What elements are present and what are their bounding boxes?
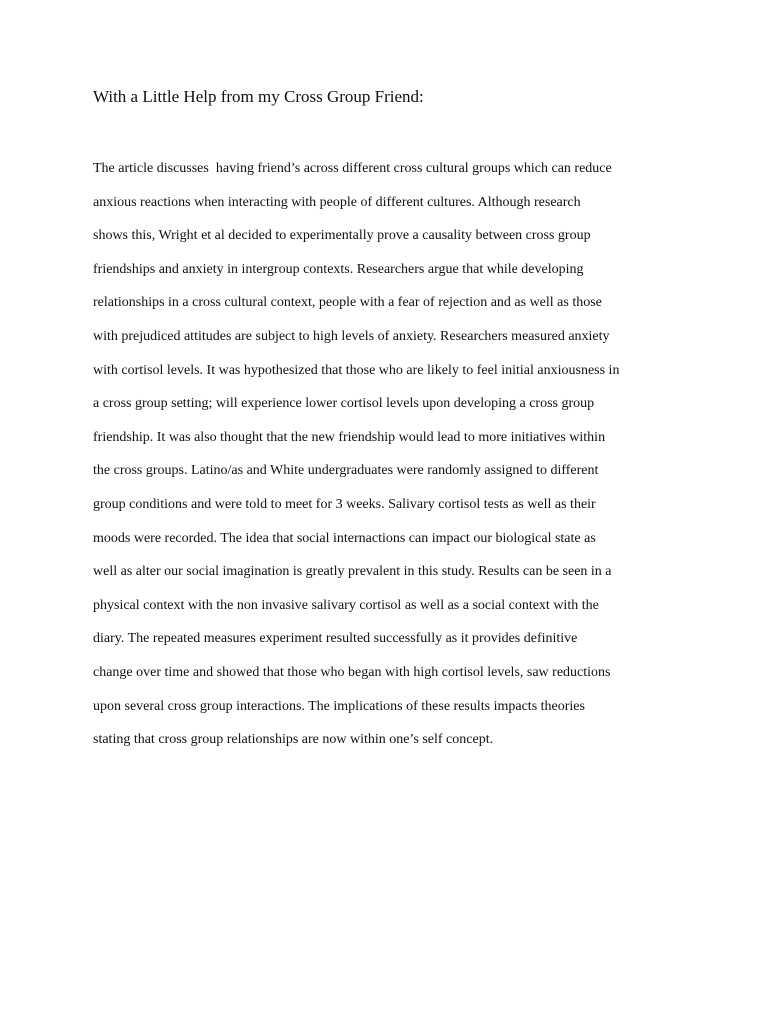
text-line: friendships and anxiety in intergroup contexts. Researchers argue that while developing <box>93 261 584 277</box>
text-line: moods were recorded. The idea that social internactions can impact our biological state as <box>93 530 596 546</box>
text-line: with prejudiced attitudes are subject to high levels of anxiety. Researchers measured anxiety <box>93 328 610 344</box>
body-paragraph <box>93 158 693 763</box>
text-line: the cross groups. Latino/as and White undergraduates were randomly assigned to different <box>93 463 599 479</box>
text-line: change over time and showed that those who began with high cortisol levels, saw reductions <box>93 664 611 680</box>
text-line: upon several cross group interactions. The implications of these results impacts theories <box>93 698 585 714</box>
document-title: With a Little Help from my Cross Group Friend: <box>93 87 424 106</box>
text-line: group conditions and were told to meet for 3 weeks. Salivary cortisol tests as well as their <box>93 496 596 512</box>
text-line: a cross group setting; will experience lower cortisol levels upon developing a cross group <box>93 396 595 412</box>
text-line: physical context with the non invasive salivary cortisol as well as a social context with the <box>93 597 599 613</box>
text-line: friendship. It was also thought that the new friendship would lead to more initiatives within <box>93 429 606 445</box>
text-line: well as alter our social imagination is greatly prevalent in this study. Results can be seen in a <box>93 564 612 580</box>
text-line: with cortisol levels. It was hypothesized that those who are likely to feel initial anxiousness in <box>93 362 620 378</box>
text-line: stating that cross group relationships are now within one’s self concept. <box>93 732 494 748</box>
text-line: relationships in a cross cultural context, people with a fear of rejection and as well as those <box>93 295 602 311</box>
text-line: The article discusses having friend’s across different cross cultural groups which can reduce <box>93 161 612 176</box>
text-line: diary. The repeated measures experiment resulted successfully as it provides definitive <box>93 631 578 647</box>
text-line: shows this, Wright et al decided to experimentally prove a causality between cross group <box>93 228 591 244</box>
text-line: anxious reactions when interacting with people of different cultures. Although research <box>93 194 581 210</box>
